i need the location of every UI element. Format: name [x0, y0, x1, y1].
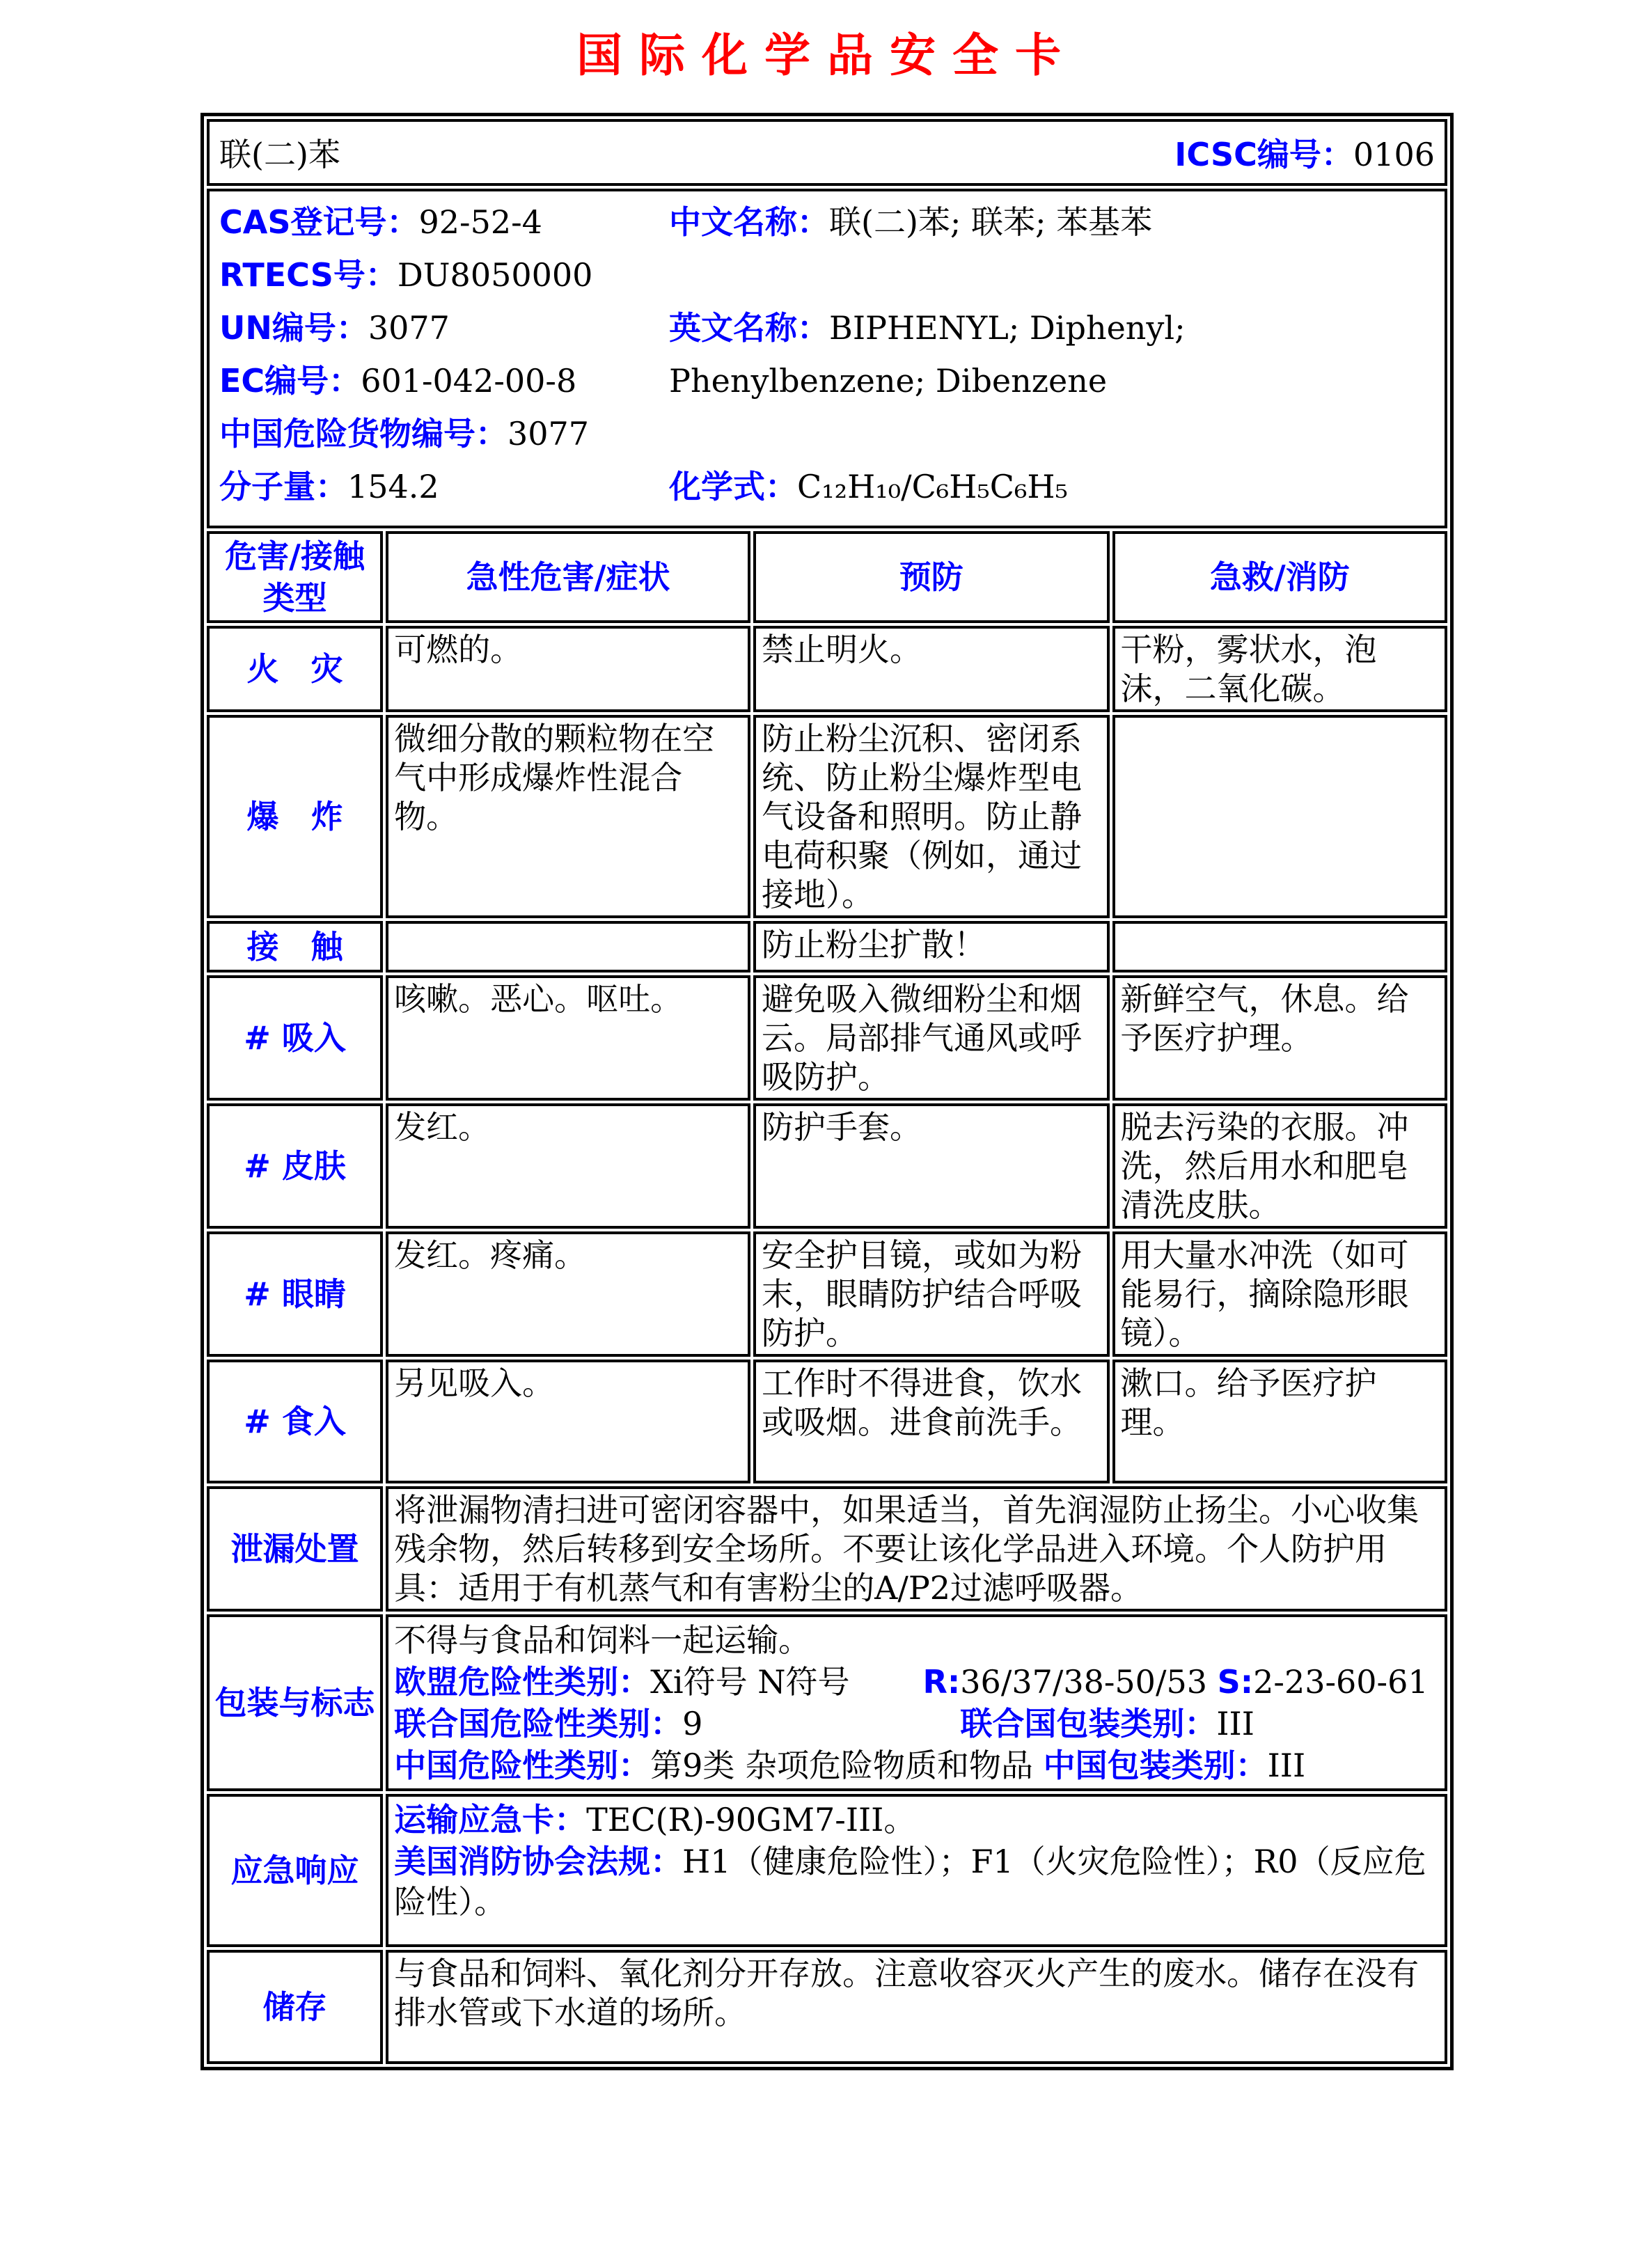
- r-phrases-label: R:: [922, 1662, 961, 1701]
- english-name-value: BIPHENYL; Diphenyl; Phenylbenzene; Dibenzene: [669, 308, 1186, 400]
- eyes-firstaid-cell: 用大量水冲洗（如可能易行，摘除隐形眼镜）。: [1112, 1231, 1447, 1357]
- china-dg-number-label: 中国危险货物编号：: [219, 414, 508, 452]
- inhalation-symptoms-cell: 咳嗽。恶心。呕吐。: [386, 975, 750, 1101]
- storage-cell: [386, 1950, 1447, 2064]
- eyes-symptoms-cell: 发红。疼痛。: [386, 1231, 750, 1357]
- english-name-label: 英文名称：: [669, 308, 830, 347]
- ec-number-label: EC编号：: [219, 361, 361, 400]
- hazard-row-skin: [207, 1103, 1447, 1229]
- spill-disposal-text: 将泄漏物清扫进可密闭容器中，如果适当，首先润湿防止扬尘。小心收集残余物，然后转移到安全场所。不要让该化学品进入环境。个人防护用具：适用于有机蒸气和有害粉尘的A/P2过滤呼吸器。: [394, 1490, 1419, 1607]
- s-phrases-value: 2-23-60-61: [1253, 1662, 1429, 1701]
- hazard-row-inhalation: [207, 975, 1447, 1101]
- cn-hazard-class-value: 第9类 杂项危险物质和物品: [650, 1746, 1033, 1784]
- s-phrases-label: S:: [1217, 1662, 1254, 1701]
- chinese-name-value: 联(二)苯; 联苯; 苯基苯: [829, 203, 1153, 241]
- r-phrases-value: 36/37/38-50/53: [960, 1662, 1207, 1701]
- identification-cell: [207, 189, 1447, 528]
- hazard-header-symptoms: 急性危害/症状: [386, 531, 750, 623]
- hazard-row-ingestion: [207, 1360, 1447, 1483]
- chinese-name-line: [669, 200, 1435, 253]
- ingestion-prevention-cell: 工作时不得进食，饮水或吸烟。进食前洗手。: [753, 1360, 1110, 1483]
- emergency-response-row: [207, 1794, 1447, 1947]
- card-header-row: [207, 119, 1447, 186]
- molecular-weight-label: 分子量：: [219, 467, 347, 505]
- rtecs-number-label: RTECS号：: [219, 255, 398, 294]
- molecular-weight-value: 154.2: [347, 467, 439, 505]
- identification-row: [207, 189, 1447, 528]
- card-header-flex: [219, 129, 1435, 175]
- emergency-response-label: 应急响应: [207, 1794, 383, 1947]
- hazard-type-eyes: # 眼睛: [207, 1231, 383, 1357]
- skin-symptoms-cell: 发红。: [386, 1103, 750, 1229]
- fire-prevention-cell: 禁止明火。: [753, 626, 1110, 712]
- transport-emergency-card-line: [394, 1800, 1439, 1840]
- formula-label: 化学式：: [669, 467, 798, 505]
- nfpa-code-line: [394, 1841, 1439, 1922]
- hazard-header-firstaid: 急救/消防: [1112, 531, 1447, 623]
- cn-packing-group-label: 中国包装类别：: [1043, 1746, 1268, 1784]
- molecular-weight-line: [219, 464, 669, 517]
- registry-column: [219, 200, 669, 517]
- un-packing-group-value: III: [1216, 1704, 1254, 1742]
- cn-packing-group-value: III: [1267, 1746, 1306, 1784]
- hazard-type-explosion: 爆 炸: [207, 715, 383, 918]
- china-dg-number-value: 3077: [508, 414, 590, 452]
- hazard-row-explosion: [207, 715, 1447, 918]
- identification-columns: [219, 200, 1435, 517]
- explosion-firefighting-cell: [1112, 715, 1447, 918]
- hazard-type-skin: # 皮肤: [207, 1103, 383, 1229]
- inhalation-prevention-cell: 避免吸入微细粉尘和烟云。局部排气通风或呼吸防护。: [753, 975, 1110, 1101]
- rtecs-number-value: DU8050000: [397, 255, 593, 294]
- hazard-row-contact: [207, 921, 1447, 972]
- spill-disposal-cell: [386, 1486, 1447, 1612]
- storage-row: [207, 1950, 1447, 2064]
- un-hazard-class-value: 9: [682, 1704, 703, 1742]
- china-dg-number-line: [219, 411, 669, 464]
- eu-hazard-class-value: Xi符号 N符号: [650, 1662, 850, 1701]
- contact-firefighting-cell: [1112, 921, 1447, 972]
- emergency-response-cell: [386, 1794, 1447, 1947]
- eyes-prevention-cell: 安全护目镜，或如为粉末，眼睛防护结合呼吸防护。: [753, 1231, 1110, 1357]
- un-packing-group-label: 联合国包装类别：: [960, 1704, 1217, 1742]
- chinese-name-label: 中文名称：: [669, 203, 830, 241]
- icsc-card-table: [200, 113, 1454, 2070]
- hazard-header-prevention: 预防: [753, 531, 1110, 623]
- storage-text: 与食品和饲料、氧化剂分开存放。注意收容灭火产生的废水。储存在没有排水管或下水道的场所。: [394, 1954, 1419, 2031]
- packaging-row: [207, 1614, 1447, 1791]
- hazard-row-eyes: [207, 1231, 1447, 1357]
- icsc-number-group: [1174, 129, 1435, 175]
- explosion-prevention-cell: 防止粉尘沉积、密闭系统、防止粉尘爆炸型电气设备和照明。防止静电荷积聚（例如，通过接地）。: [753, 715, 1110, 918]
- contact-symptoms-cell: [386, 921, 750, 972]
- icsc-number-label: ICSC编号：: [1174, 135, 1353, 173]
- skin-firstaid-cell: 脱去污染的衣服。冲洗，然后用水和肥皂清洗皮肤。: [1112, 1103, 1447, 1229]
- icsc-number-value: 0106: [1353, 135, 1435, 173]
- names-column: [669, 200, 1435, 517]
- explosion-symptoms-cell: 微细分散的颗粒物在空气中形成爆炸性混合物。: [386, 715, 750, 918]
- transport-emergency-card-value: TEC(R)-90GM7-III。: [586, 1800, 916, 1838]
- hazard-type-inhalation: # 吸入: [207, 975, 383, 1101]
- hazard-header-type: 危害/接触类型: [207, 531, 383, 623]
- inhalation-firstaid-cell: 新鲜空气，休息。给予医疗护理。: [1112, 975, 1447, 1101]
- packaging-label: 包装与标志: [207, 1614, 383, 1791]
- english-name-line: [669, 306, 1435, 411]
- packaging-cell: [386, 1614, 1447, 1791]
- eu-hazard-class-line: [394, 1662, 1439, 1702]
- formula-value: C₁₂H₁₀/C₆H₅C₆H₅: [797, 467, 1068, 505]
- hazard-type-fire: 火 灾: [207, 626, 383, 712]
- nfpa-code-label: 美国消防协会法规：: [394, 1842, 683, 1880]
- skin-prevention-cell: 防护手套。: [753, 1103, 1110, 1229]
- cas-number-label: CAS登记号：: [219, 203, 419, 241]
- icsc-document-page: [0, 29, 1652, 2268]
- card-header-cell: [207, 119, 1447, 186]
- fire-symptoms-cell: 可燃的。: [386, 626, 750, 712]
- un-class-line: [394, 1703, 1439, 1744]
- cas-number-value: 92-52-4: [418, 203, 542, 241]
- cn-hazard-class-label: 中国危险性类别：: [394, 1746, 651, 1784]
- ingestion-firstaid-cell: 漱口。给予医疗护理。: [1112, 1360, 1447, 1483]
- packaging-transport-note: 不得与食品和饲料一起运输。: [394, 1621, 811, 1659]
- ec-number-line: [219, 359, 669, 411]
- hazard-type-ingestion: # 食入: [207, 1360, 383, 1483]
- storage-label: 储存: [207, 1950, 383, 2064]
- un-number-label: UN编号：: [219, 308, 368, 347]
- hazard-row-fire: [207, 626, 1447, 712]
- page-title: 国际化学品安全卡: [576, 28, 1078, 82]
- cas-number-line: [219, 200, 669, 253]
- hazard-header-row: [207, 531, 1447, 623]
- eu-hazard-class-label: 欧盟危险性类别：: [394, 1662, 651, 1701]
- cn-class-line: [394, 1745, 1439, 1786]
- nfpa-code-value: H1（健康危险性）；F1（火灾危险性）；R0（反应危险性）。: [394, 1842, 1426, 1921]
- un-hazard-class-label: 联合国危险性类别：: [394, 1704, 683, 1742]
- formula-line: [669, 464, 1435, 517]
- rtecs-number-line: [219, 253, 669, 306]
- spill-disposal-label: 泄漏处置: [207, 1486, 383, 1612]
- fire-firefighting-cell: 干粉，雾状水，泡沫，二氧化碳。: [1112, 626, 1447, 712]
- ec-number-value: 601-042-00-8: [361, 361, 577, 400]
- un-number-line: [219, 306, 669, 359]
- contact-prevention-cell: 防止粉尘扩散！: [753, 921, 1110, 972]
- transport-emergency-card-label: 运输应急卡：: [394, 1800, 587, 1838]
- ingestion-symptoms-cell: 另见吸入。: [386, 1360, 750, 1483]
- chemical-name: 联(二)苯: [219, 135, 340, 173]
- spill-disposal-row: [207, 1486, 1447, 1612]
- un-number-value: 3077: [368, 308, 450, 347]
- hazard-type-contact: 接 触: [207, 921, 383, 972]
